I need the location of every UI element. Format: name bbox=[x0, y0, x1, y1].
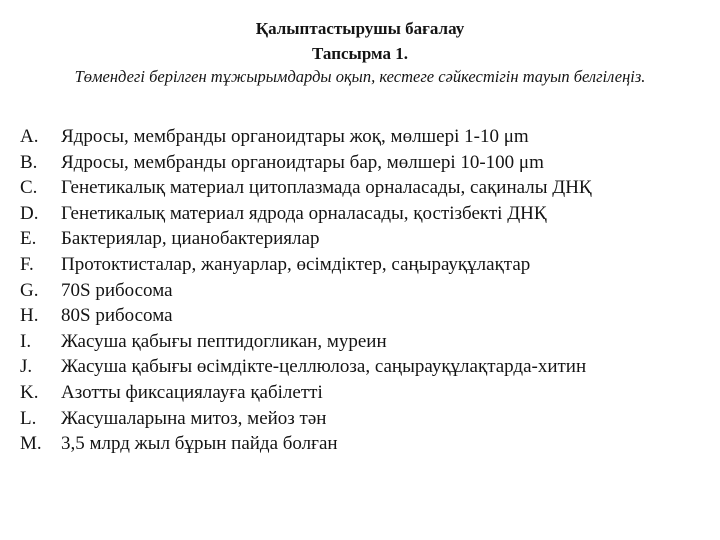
list-item bbox=[20, 406, 710, 432]
item-letter: C. bbox=[20, 177, 38, 199]
item-letter: H. bbox=[20, 305, 39, 327]
statement-list bbox=[20, 124, 710, 457]
item-letter: J. bbox=[20, 356, 33, 378]
item-text: Генетикалық материал цитоплазмада орналасады, сақиналы ДНҚ bbox=[61, 177, 592, 199]
list-item bbox=[20, 329, 710, 355]
item-letter: I. bbox=[20, 330, 32, 352]
task-instruction: Төмендегі берілген тұжырымдарды оқып, кестеге сәйкестігін тауып белгілеңіз. bbox=[74, 67, 646, 86]
item-text: 80S рибосома bbox=[61, 305, 173, 327]
item-text: Ядросы, мембранды органоидтары жоқ, мөлшері 1-10 μm bbox=[61, 126, 529, 147]
item-letter: F. bbox=[20, 253, 34, 275]
list-item bbox=[20, 124, 710, 150]
list-item bbox=[20, 303, 710, 329]
item-letter: B. bbox=[20, 151, 38, 173]
list-item bbox=[20, 201, 710, 227]
list-item bbox=[20, 278, 710, 304]
item-letter: K. bbox=[20, 381, 39, 403]
item-text: 70S рибосома bbox=[61, 279, 173, 301]
item-letter: L. bbox=[20, 407, 37, 429]
item-text: Жасуша қабығы пептидогликан, муреин bbox=[61, 330, 387, 352]
list-item bbox=[20, 431, 710, 457]
item-letter: M. bbox=[20, 433, 42, 455]
item-letter: G. bbox=[20, 279, 39, 301]
item-letter: E. bbox=[20, 228, 37, 250]
list-item bbox=[20, 380, 710, 406]
item-text: 3,5 млрд жыл бұрын пайда болған bbox=[61, 433, 338, 455]
item-text: Бактериялар, цианобактериялар bbox=[61, 228, 320, 250]
item-letter: A. bbox=[20, 126, 39, 147]
item-text: Ядросы, мембранды органоидтары бар, мөлшері 10-100 μm bbox=[61, 151, 544, 173]
list-item bbox=[20, 175, 710, 201]
item-text: Жасушаларына митоз, мейоз тән bbox=[61, 407, 327, 429]
item-text: Протоктисталар, жануарлар, өсімдіктер, саңырауқұлақтар bbox=[61, 253, 531, 275]
list-item bbox=[20, 252, 710, 278]
task-label: Тапсырма 1. bbox=[312, 44, 408, 63]
slide-heading bbox=[0, 16, 720, 88]
item-text: Жасуша қабығы өсімдікте-целлюлоза, саңырауқұлақтарда-хитин bbox=[61, 356, 587, 378]
item-text: Генетикалық материал ядрода орналасады, қостізбекті ДНҚ bbox=[61, 202, 547, 224]
page-title: Қалыптастырушы бағалау bbox=[255, 19, 465, 38]
list-item bbox=[20, 150, 710, 176]
item-letter: D. bbox=[20, 202, 39, 224]
list-item bbox=[20, 354, 710, 380]
list-item bbox=[20, 226, 710, 252]
item-text: Азотты фиксациялауға қабілетті bbox=[61, 381, 323, 403]
